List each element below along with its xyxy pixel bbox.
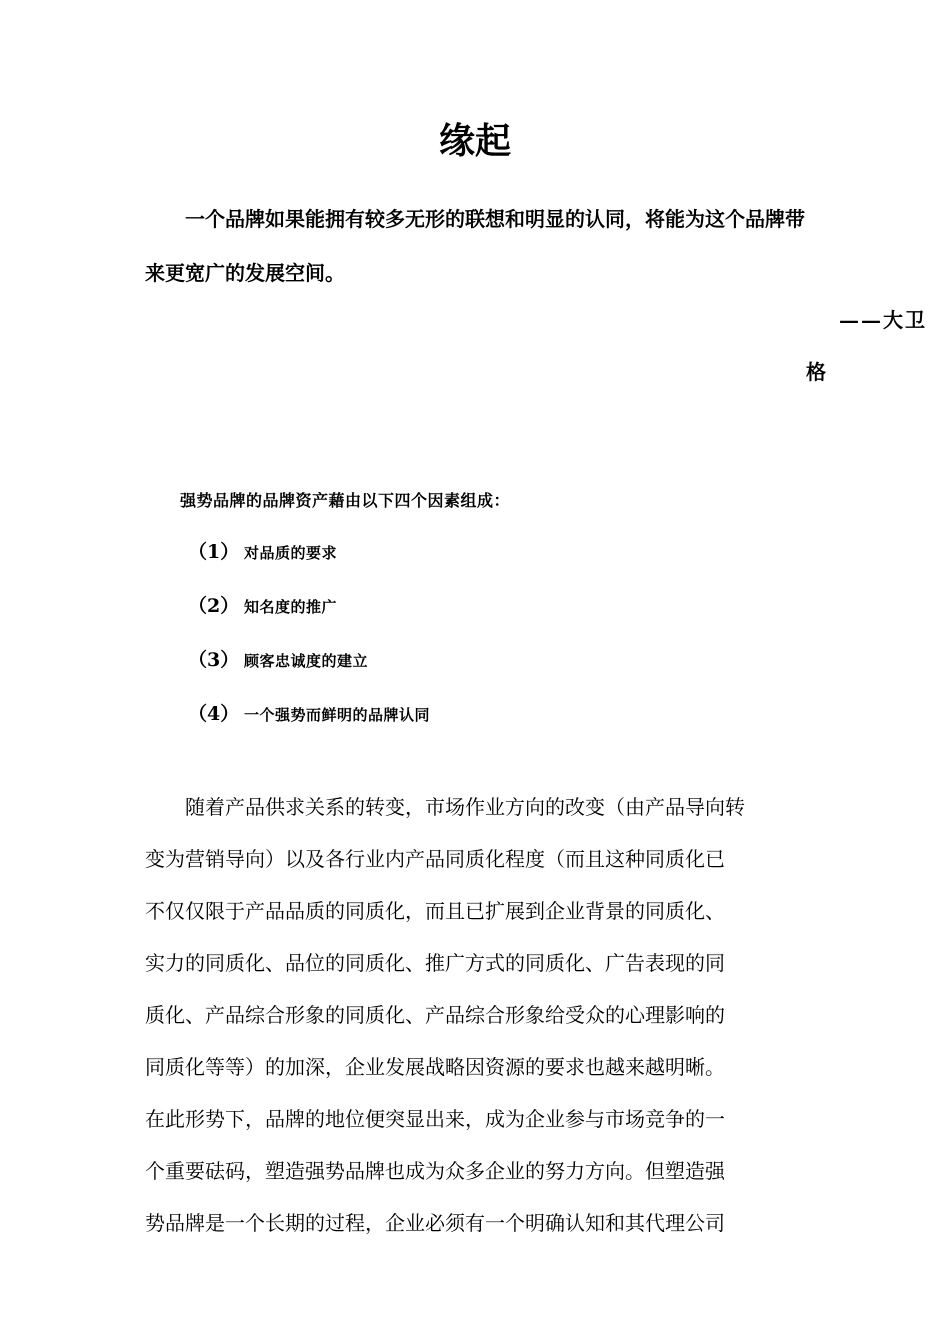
body-line: 个重要砝码，塑造强势品牌也成为众多企业的努力方向。但塑造强 — [145, 1159, 725, 1183]
factor-item — [188, 699, 430, 729]
body-line: 随着产品供求关系的转变，市场作业方向的改变（由产品导向转 — [145, 795, 745, 819]
factor-text: 顾客忠诚度的建立 — [244, 652, 369, 670]
factor-text: 知名度的推广 — [244, 598, 338, 616]
factors-intro: 强势品牌的品牌资产藉由以下四个因素组成： — [180, 491, 511, 510]
factor-number: （1） — [188, 541, 240, 563]
factor-number: （2） — [188, 595, 240, 617]
factor-number: （4） — [188, 703, 240, 725]
factor-item — [188, 537, 337, 567]
quote-attribution-continued: 格 — [806, 360, 826, 384]
page-title: 缘起 — [438, 120, 511, 162]
factor-text: 一个强势而鲜明的品牌认同 — [244, 706, 431, 724]
factor-number: （3） — [188, 649, 240, 671]
body-line: 在此形势下，品牌的地位便突显出来，成为企业参与市场竞争的一 — [145, 1107, 725, 1131]
opening-quote: 一个品牌如果能拥有较多无形的联想和明显的认同，将能为这个品牌带来更宽广的发展空间。 — [145, 207, 805, 285]
body-line: 势品牌是一个长期的过程，企业必须有一个明确认知和其代理公司 — [145, 1211, 725, 1235]
body-line: 不仅仅限于产品品质的同质化，而且已扩展到企业背景的同质化、 — [145, 899, 725, 923]
factor-item — [188, 645, 368, 675]
body-paragraph — [145, 781, 805, 1249]
quote-attribution: ——大卫 — [839, 308, 927, 332]
body-line: 同质化等等）的加深，企业发展战略因资源的要求也越来越明晰。 — [145, 1055, 725, 1079]
factor-text: 对品质的要求 — [244, 544, 338, 562]
factor-item — [188, 591, 337, 621]
body-line: 变为营销导向）以及各行业内产品同质化程度（而且这种同质化已 — [145, 847, 725, 871]
body-line: 实力的同质化、品位的同质化、推广方式的同质化、广告表现的同 — [145, 951, 725, 975]
body-line: 质化、产品综合形象的同质化、产品综合形象给受众的心理影响的 — [145, 1003, 725, 1027]
